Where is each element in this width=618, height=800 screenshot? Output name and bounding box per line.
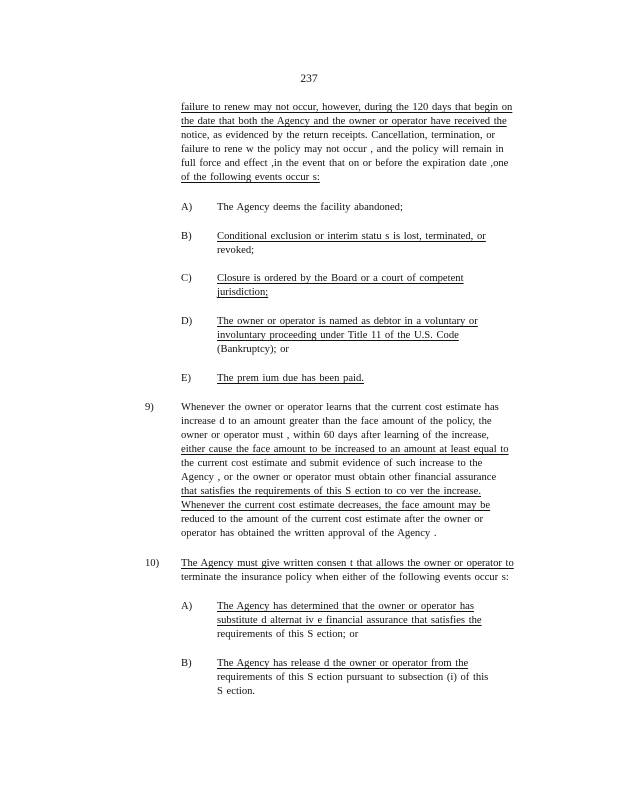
item-9-line: operator has obtained the written approval of the Agency . xyxy=(181,528,437,539)
sub-item-line: requirements of this S ection; or xyxy=(217,629,359,640)
item-10-line: The Agency must give written consen t that allows the owner or operator to xyxy=(181,558,514,569)
event-line: The Agency deems the facility abandoned; xyxy=(217,202,403,213)
item-10-line: terminate the insurance policy when either of the following events occur s: xyxy=(181,572,509,583)
item-9-line: increase d to an amount greater than the face amount of the policy, the xyxy=(181,416,492,427)
item-9-line: owner or operator must , within 60 days after learning of the increase, xyxy=(181,430,489,441)
item-label: 10) xyxy=(145,558,160,569)
event-line: The prem ium due has been paid. xyxy=(217,373,364,384)
intro-line: notice, as evidenced by the return receipts. Cancellation, termination, or xyxy=(181,130,496,141)
intro-line: failure to renew may not occur, however, during the 120 days that begin on xyxy=(181,102,513,113)
intro-line: of the following events occur s: xyxy=(181,172,320,183)
event-line: revoked; xyxy=(217,245,255,256)
event-line: (Bankruptcy); or xyxy=(217,344,289,355)
item-9-line: Whenever the owner or operator learns that the current cost estimate has xyxy=(181,402,499,413)
intro-line: failure to rene w the policy may not occur , and the policy will remain in xyxy=(181,144,504,155)
event-label: C) xyxy=(181,273,192,284)
item-9-line: Agency , or the owner or operator must obtain other financial assurance xyxy=(181,472,497,483)
event-line: involuntary proceeding under Title 11 of the U.S. Code xyxy=(217,330,459,341)
sub-item-line: The Agency has determined that the owner or operator has xyxy=(217,601,474,612)
item-9-line: that satisfies the requirements of this S ection to co ver the increase. xyxy=(181,486,482,497)
event-line: The owner or operator is named as debtor in a voluntary or xyxy=(217,316,478,327)
sub-item-line: The Agency has release d the owner or operator from the xyxy=(217,658,469,669)
item-label: 9) xyxy=(145,402,154,413)
sub-item-line: S ection. xyxy=(217,686,256,697)
event-line: jurisdiction; xyxy=(217,287,269,298)
item-9-line: reduced to the amount of the current cost estimate after the owner or xyxy=(181,514,484,525)
event-line: Closure is ordered by the Board or a court of competent xyxy=(217,273,464,284)
sub-item-line: substitute d alternat iv e financial assurance that satisfies the xyxy=(217,615,482,626)
item-9-line: Whenever the current cost estimate decreases, the face amount may be xyxy=(181,500,491,511)
page-number: 237 xyxy=(300,73,318,85)
intro-line: the date that both the Agency and the owner or operator have received the xyxy=(181,116,507,127)
sub-item-label: B) xyxy=(181,658,192,669)
item-9-line: the current cost estimate and submit evidence of such increase to the xyxy=(181,458,483,469)
event-line: Conditional exclusion or interim statu s is lost, terminated, or xyxy=(217,231,486,242)
intro-line: full force and effect ,in the event that on or before the expiration date ,one xyxy=(181,158,509,169)
event-label: E) xyxy=(181,373,191,384)
item-9-line: either cause the face amount to be increased to an amount at least equal to xyxy=(181,444,509,455)
event-label: B) xyxy=(181,231,192,242)
event-label: D) xyxy=(181,316,193,327)
sub-item-line: requirements of this S ection pursuant to subsection (i) of this xyxy=(217,672,489,683)
event-label: A) xyxy=(181,202,193,213)
sub-item-label: A) xyxy=(181,601,193,612)
